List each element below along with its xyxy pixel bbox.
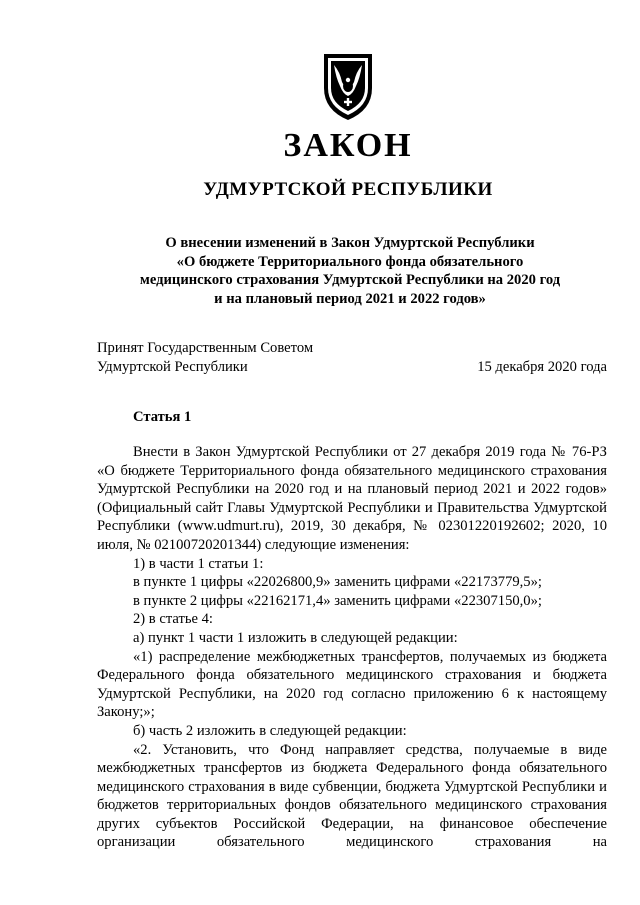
adopted-by [97,339,313,376]
amendment-item-1b: в пункте 2 цифры «22162171,4» заменить цифрами «22307150,0»; [133,592,542,609]
amendment-item-1: 1) в части 1 статьи 1: [133,555,264,572]
adopted-line-2: Удмуртской Республики [97,358,248,375]
document-title: ЗАКОН [283,127,413,164]
udmurt-republic-emblem-icon [318,50,378,122]
article-heading: Статья 1 [133,409,192,425]
adopted-line-1: Принят Государственным Советом [97,340,314,356]
amendment-item-2b-text: «2. Установить, что Фонд направляет средства, получаемые в виде межбюджетных трансфертов из бюджета Федерального фонда обязательного медицинского страхования в виде субвенции, бюджета Удмуртской Республики и бюджетов территориальных фондов обязательного медицинского страхования других субъектов Российской Федерации, на финансовое обеспечение организации обязательного медицинского страхования на [97,741,607,851]
amendment-item-1a: в пункте 1 цифры «22026800,9» заменить цифрами «22173779,5»; [133,574,542,591]
amendment-item-2b: б) часть 2 изложить в следующей редакции: [133,722,407,739]
article-intro: Внести в Закон Удмуртской Республики от 27 декабря 2019 года № 76-РЗ «О бюджете Территориального фонда обязательного медицинского страхования Удмуртской Республики на 2020 год и на плановый период 2021 и 2022 годов» (Официальный сайт Главы Удмуртской Республики и Правительства Удмуртской Республики (www.udmurt.ru), 2019, 30 декабря, № 02301220192602; 2020, 10 июля, № 02100720201344) следующие изменения: [97,444,607,553]
document-subtitle: УДМУРТСКОЙ РЕСПУБЛИКИ [203,179,493,200]
subject-line-3: медицинского страхования Удмуртской Республики на 2020 год [139,272,561,288]
subject-line-4: и на плановый период 2021 и 2022 годов» [214,290,486,307]
amendment-item-2: 2) в статье 4: [133,611,213,628]
adoption-date: 15 декабря 2020 года [477,358,607,375]
article-body [97,443,607,852]
subject-line-2: «О бюджете Территориального фонда обязательного [176,253,524,270]
subject-line-1: О внесении изменений в Закон Удмуртской Республики [165,235,535,251]
amendment-item-2a: а) пункт 1 части 1 изложить в следующей редакции: [133,629,458,646]
amendment-item-2a-text: «1) распределение межбюджетных трансфертов, получаемых из бюджета Федерального фонда обязательного медицинского страхования и бюджета Удмуртской Республики, на 2020 год согласно приложению 6 к настоящему Закону;»; [97,648,607,721]
law-subject [0,234,640,308]
